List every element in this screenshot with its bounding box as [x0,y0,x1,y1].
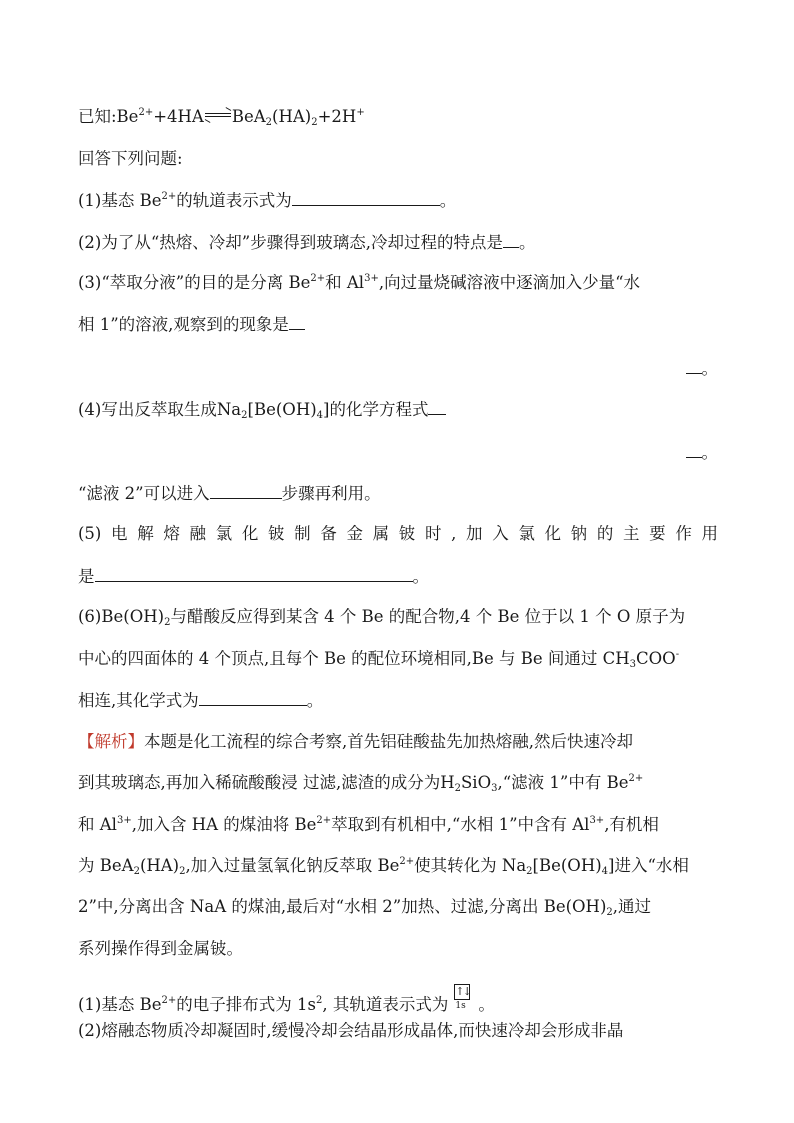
eq-text: (HA) [272,107,312,126]
eq-sub: 2 [311,117,318,128]
known-equation [78,105,718,129]
orbital-arrows: ↑↓ [455,985,470,998]
q-sup: - [675,649,680,660]
a-sup: 2 [315,995,323,1006]
q-text: 。 [519,233,536,252]
answer-blank[interactable] [428,397,446,415]
a-text: ,通过 [612,897,652,916]
question-4 [78,397,718,422]
question-4-filtrate [78,481,718,506]
a-sub: 2 [133,866,140,877]
a-sub: 2 [179,866,186,877]
a-text: ]进入“水相 [608,856,689,875]
q-sub: 3 [629,659,637,670]
analysis-line-1 [78,730,718,754]
q-sub: 4 [316,410,324,421]
question-4-end [78,440,718,465]
a-text: 萃取到有机相中,“水相 1”中含有 Al [331,815,590,834]
question-6 [78,605,718,629]
q-text: 和 Al [325,273,365,292]
q-text: 。 [701,359,718,378]
q-text: “滤液 2”可以进入 [78,484,210,503]
a-text: (1)基态 Be [78,995,162,1014]
question-3-end [78,356,718,381]
q-sup: 2+ [310,273,326,284]
a-sup: 2+ [316,815,332,826]
question-2 [78,230,718,255]
q-text: ,向过量烧碱溶液中逐滴加入少量“水 [378,273,641,292]
question-3-line2 [78,312,718,337]
a-text: [Be(OH) [532,856,602,875]
equilibrium-arrow-icon [205,110,231,120]
q-text: [Be(OH) [247,400,317,419]
q-sup: 2+ [161,191,177,202]
a-text: 为 BeA [78,856,134,875]
a-sub: 2 [526,866,533,877]
prompt: 回答下列问题: [78,149,183,168]
answer-blank[interactable] [292,188,440,206]
answer-blank[interactable] [199,688,307,706]
a-text: (HA) [139,856,180,875]
analysis-answer-1 [78,984,718,1017]
a-text: 使其转化为 Na [414,856,527,875]
a-text: 。 [478,995,495,1014]
q-text: 。 [306,691,324,710]
a-sup: 2+ [399,856,415,867]
answer-blank[interactable] [95,564,413,582]
a-sub: 4 [601,866,609,877]
eq-sub: 2 [265,117,273,128]
orbital-label: 1s [455,1001,466,1011]
eq-text: BeA [231,107,266,126]
q-text: 相连,其化学式为 [78,691,199,710]
answer-blank[interactable] [686,356,702,374]
a-text: ,加入含 HA 的煤油将 Be [131,815,317,834]
question-6-line3 [78,688,718,713]
analysis-answer-2: (2)熔融态物质冷却凝固时,缓慢冷却会结晶形成晶体,而快速冷却会形成非晶 [78,1021,624,1040]
question-6-line2 [78,647,718,671]
a-sup: 2+ [628,773,644,784]
analysis-tag: 【解析】 [78,732,144,751]
analysis-line-5 [78,895,718,919]
eq-text: 已知:Be [78,107,139,126]
q-text: 是 [78,567,95,586]
a-text: SiO [461,773,492,792]
a-text: 的电子排布式为 1s [176,995,316,1014]
q-text: ]的化学方程式 [323,400,429,419]
answer-blank[interactable] [289,312,305,330]
q-text: 。 [412,567,429,586]
q-text: (4)写出反萃取生成Na [78,400,242,419]
answer-blank[interactable] [686,440,702,458]
a-text: 到其玻璃态,再加入稀硫酸酸浸 过滤,滤渣的成分为H [78,773,455,792]
a-sub: 3 [491,783,498,794]
answer-blank[interactable] [503,230,519,248]
q-text: 与醋酸反应得到某含 4 个 Be 的配合物,4 个 Be 位于以 1 个 O 原子为 [170,607,686,626]
eq-sup: 2+ [138,107,154,118]
q-sup: 3+ [364,273,379,284]
a-text: ,“滤液 1”中有 Be [497,773,629,792]
a-text: 和 Al [78,815,117,834]
analysis-line-4 [78,854,718,878]
analysis-line-3 [78,813,718,837]
analysis-line-2 [78,771,718,795]
answer-blank[interactable] [210,481,282,499]
q-text: 相 1”的溶液,观察到的现象是 [78,315,289,334]
q-text: 的轨道表示式为 [176,191,292,210]
eq-sup: + [356,107,365,118]
q-sub: 2 [164,617,171,628]
q-text: 步骤再利用。 [281,484,381,503]
a-sup: 2+ [161,995,177,1006]
a-text: , 其轨道表示式为 [322,995,449,1014]
a-text: 2”中,分离出含 NaA 的煤油,最后对“水相 2”加热、过滤,分离出 Be(OH) [78,897,607,916]
q-text: 中心的四面体的 4 个顶点,且每个 Be 的配位环境相同,Be 与 Be 间通过 CH [78,649,630,668]
q-text: 。 [701,443,718,462]
eq-text: +2H [317,107,357,126]
q-sub: 2 [241,410,248,421]
a-text: ,有机相 [604,815,659,834]
question-1 [78,188,718,213]
q-text: (6)Be(OH) [78,607,165,626]
q-text: (3)“萃取分液”的目的是分离 Be [78,273,311,292]
q-text: 。 [439,191,457,210]
question-5: (5)电解熔融氯化铍制备金属铍时,加入氯化钠的主要作用 [78,524,718,543]
analysis-line-6: 系列操作得到金属铍。 [78,939,243,958]
question-5-line2 [78,564,718,589]
q-text: COO [636,649,676,668]
q-text: (2)为了从“热熔、冷却”步骤得到玻璃态,冷却过程的特点是 [78,233,503,252]
question-3 [78,271,718,295]
eq-text: +4HA [153,107,204,126]
a-text: ,加入过量氢氧化钠反萃取 Be [185,856,400,875]
a-sub: 2 [454,783,461,794]
orbital-diagram-icon [454,984,472,1014]
a-sup: 3+ [589,815,605,826]
a-text: 本题是化工流程的综合考察,首先铝硅酸盐先加热熔融,然后快速冷却 [144,732,633,751]
a-sub: 2 [606,907,613,918]
q-text: (1)基态 Be [78,191,162,210]
a-sup: 3+ [116,815,132,826]
